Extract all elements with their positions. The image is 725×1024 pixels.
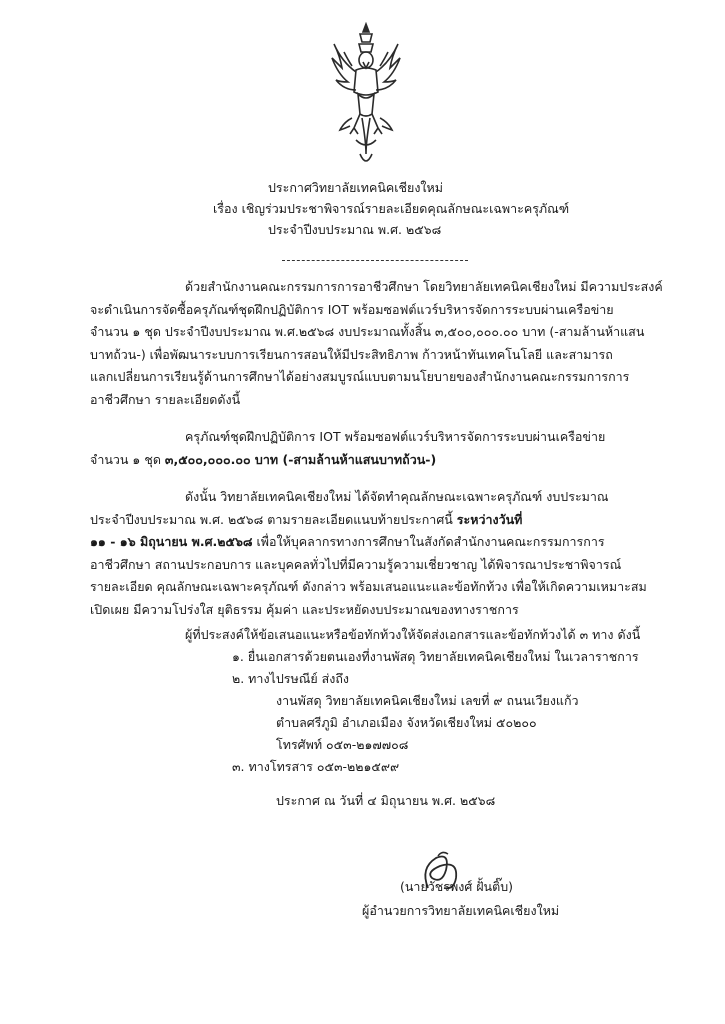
announcement-title: ประกาศวิทยาลัยเทคนิคเชียงใหม่ (268, 180, 444, 195)
header-divider (282, 260, 468, 261)
paragraph-line: บาทถ้วน-) เพื่อพัฒนาระบบการเรียนการสอนให้มีประสิทธิภาพ ก้าวหน้าทันเทคโนโลยี และสามารถ (90, 346, 613, 362)
paragraph-line (90, 531, 670, 554)
paragraph-line: จำนวน ๑ ชุด ประจำปีงบประมาณ พ.ศ.๒๕๖๘ งบประมาณทั้งสิ้น ๓,๕๐๐,๐๐๐.๐๐ บาท (-สามล้านห้าแสน (90, 324, 645, 339)
postal-address-line: ตำบลศรีภูมิ อำเภอเมือง จังหวัดเชียงใหม่ ๕๐๒๐๐ (276, 715, 537, 730)
budget-amount: ๓,๕๐๐,๐๐๐.๐๐ บาท (-สามล้านห้าแสนบาทถ้วน-) (164, 451, 437, 467)
garuda-emblem-icon (330, 22, 402, 172)
paragraph-line: จะดำเนินการจัดซื้อครุภัณฑ์ชุดฝึกปฏิบัติการ IOT พร้อมซอฟต์แวร์บริหารจัดการระบบผ่านเครือข่าย (90, 301, 614, 317)
paragraph-line: อาชีวศึกษา รายละเอียดดังนี้ (90, 391, 241, 407)
paragraph-line (90, 449, 670, 472)
quantity-text: จำนวน ๑ ชุด (90, 451, 165, 467)
signer-position: ผู้อำนวยการวิทยาลัยเทคนิคเชียงใหม่ (362, 903, 560, 918)
paragraph-line: ดังนั้น วิทยาลัยเทคนิคเชียงใหม่ ได้จัดทำคุณลักษณะเฉพาะครุภัณฑ์ งบประมาณ (185, 489, 609, 504)
paragraph-line: รายละเอียด คุณลักษณะเฉพาะครุภัณฑ์ ดังกล่าว พร้อมเสนอแนะและข้อทักท้วง เพื่อให้เกิดความเหมาะสม (90, 579, 647, 594)
paragraph-consultation (90, 486, 670, 621)
consultation-period: ๑๑ - ๑๖ มิถุนายน พ.ศ.๒๕๖๘ (90, 534, 253, 549)
paragraph-line: ครุภัณฑ์ชุดฝึกปฏิบัติการ IOT พร้อมซอฟต์แวร์บริหารจัดการระบบผ่านเครือข่าย (185, 429, 606, 444)
paragraph-line: อาชีวศึกษา สถานประกอบการ และบุคคลทั่วไปที่มีความรู้ความเชี่ยวชาญ ได้พิจารณาประชาพิจารณ์ (90, 556, 622, 572)
postal-address-line: งานพัสดุ วิทยาลัยเทคนิคเชียงใหม่ เลขที่ ๙ ถนนเวียงแก้ว (276, 693, 579, 708)
signer-name: (นายวัชรพงศ์ ฝั้นติ๊บ) (400, 879, 514, 894)
submission-method-1: ๑. ยื่นเอกสารด้วยตนเองที่งานพัสดุ วิทยาลัยเทคนิคเชียงใหม่ ในเวลาราชการ (232, 649, 639, 664)
period-label: ระหว่างวันที่ (456, 511, 523, 527)
paragraph-equipment (90, 426, 670, 471)
fiscal-year: ประจำปีงบประมาณ พ.ศ. ๒๕๖๘ (268, 222, 442, 237)
paragraph-line (90, 509, 670, 532)
submission-method-2: ๒. ทางไปรษณีย์ ส่งถึง (232, 671, 350, 686)
paragraph-line: เปิดเผย มีความโปร่งใส ยุติธรรม คุ้มค่า และประหยัดงบประมาณของทางราชการ (90, 601, 519, 617)
paragraph-line: ด้วยสำนักงานคณะกรรมการการอาชีวศึกษา โดยวิทยาลัยเทคนิคเชียงใหม่ มีความประสงค์ (185, 279, 663, 294)
paragraph-line: แลกเปลี่ยนการเรียนรู้ด้านการศึกษาได้อย่างสมบูรณ์แบบตามนโยบายของสำนักงานคณะกรรมการการ (90, 369, 630, 384)
submission-intro: ผู้ที่ประสงค์ให้ข้อเสนอแนะหรือข้อทักท้วงให้จัดส่งเอกสารและข้อทักท้วงได้ ๓ ทาง ดังนี้ (185, 627, 641, 642)
phone-number: โทรศัพท์ ๐๕๓-๒๑๗๗๐๘ (276, 737, 409, 752)
submission-method-3: ๓. ทางโทรสาร ๐๕๓-๒๒๑๕๙๙ (232, 759, 400, 774)
announcement-subject: เรื่อง เชิญร่วมประชาพิจารณ์รายละเอียดคุณลักษณะเฉพาะครุภัณฑ์ (213, 201, 570, 216)
fiscal-year-text: ประจำปีงบประมาณ พ.ศ. ๒๕๖๘ ตามรายละเอียดแนบท้ายประกาศนี้ (90, 511, 457, 527)
announce-date: ประกาศ ณ วันที่ ๔ มิถุนายน พ.ศ. ๒๕๖๘ (276, 793, 496, 808)
paragraph-purpose (90, 276, 670, 411)
purpose-text: เพื่อให้บุคลากรทางการศึกษาในสังกัดสำนักงานคณะกรรมการการ (252, 534, 605, 549)
